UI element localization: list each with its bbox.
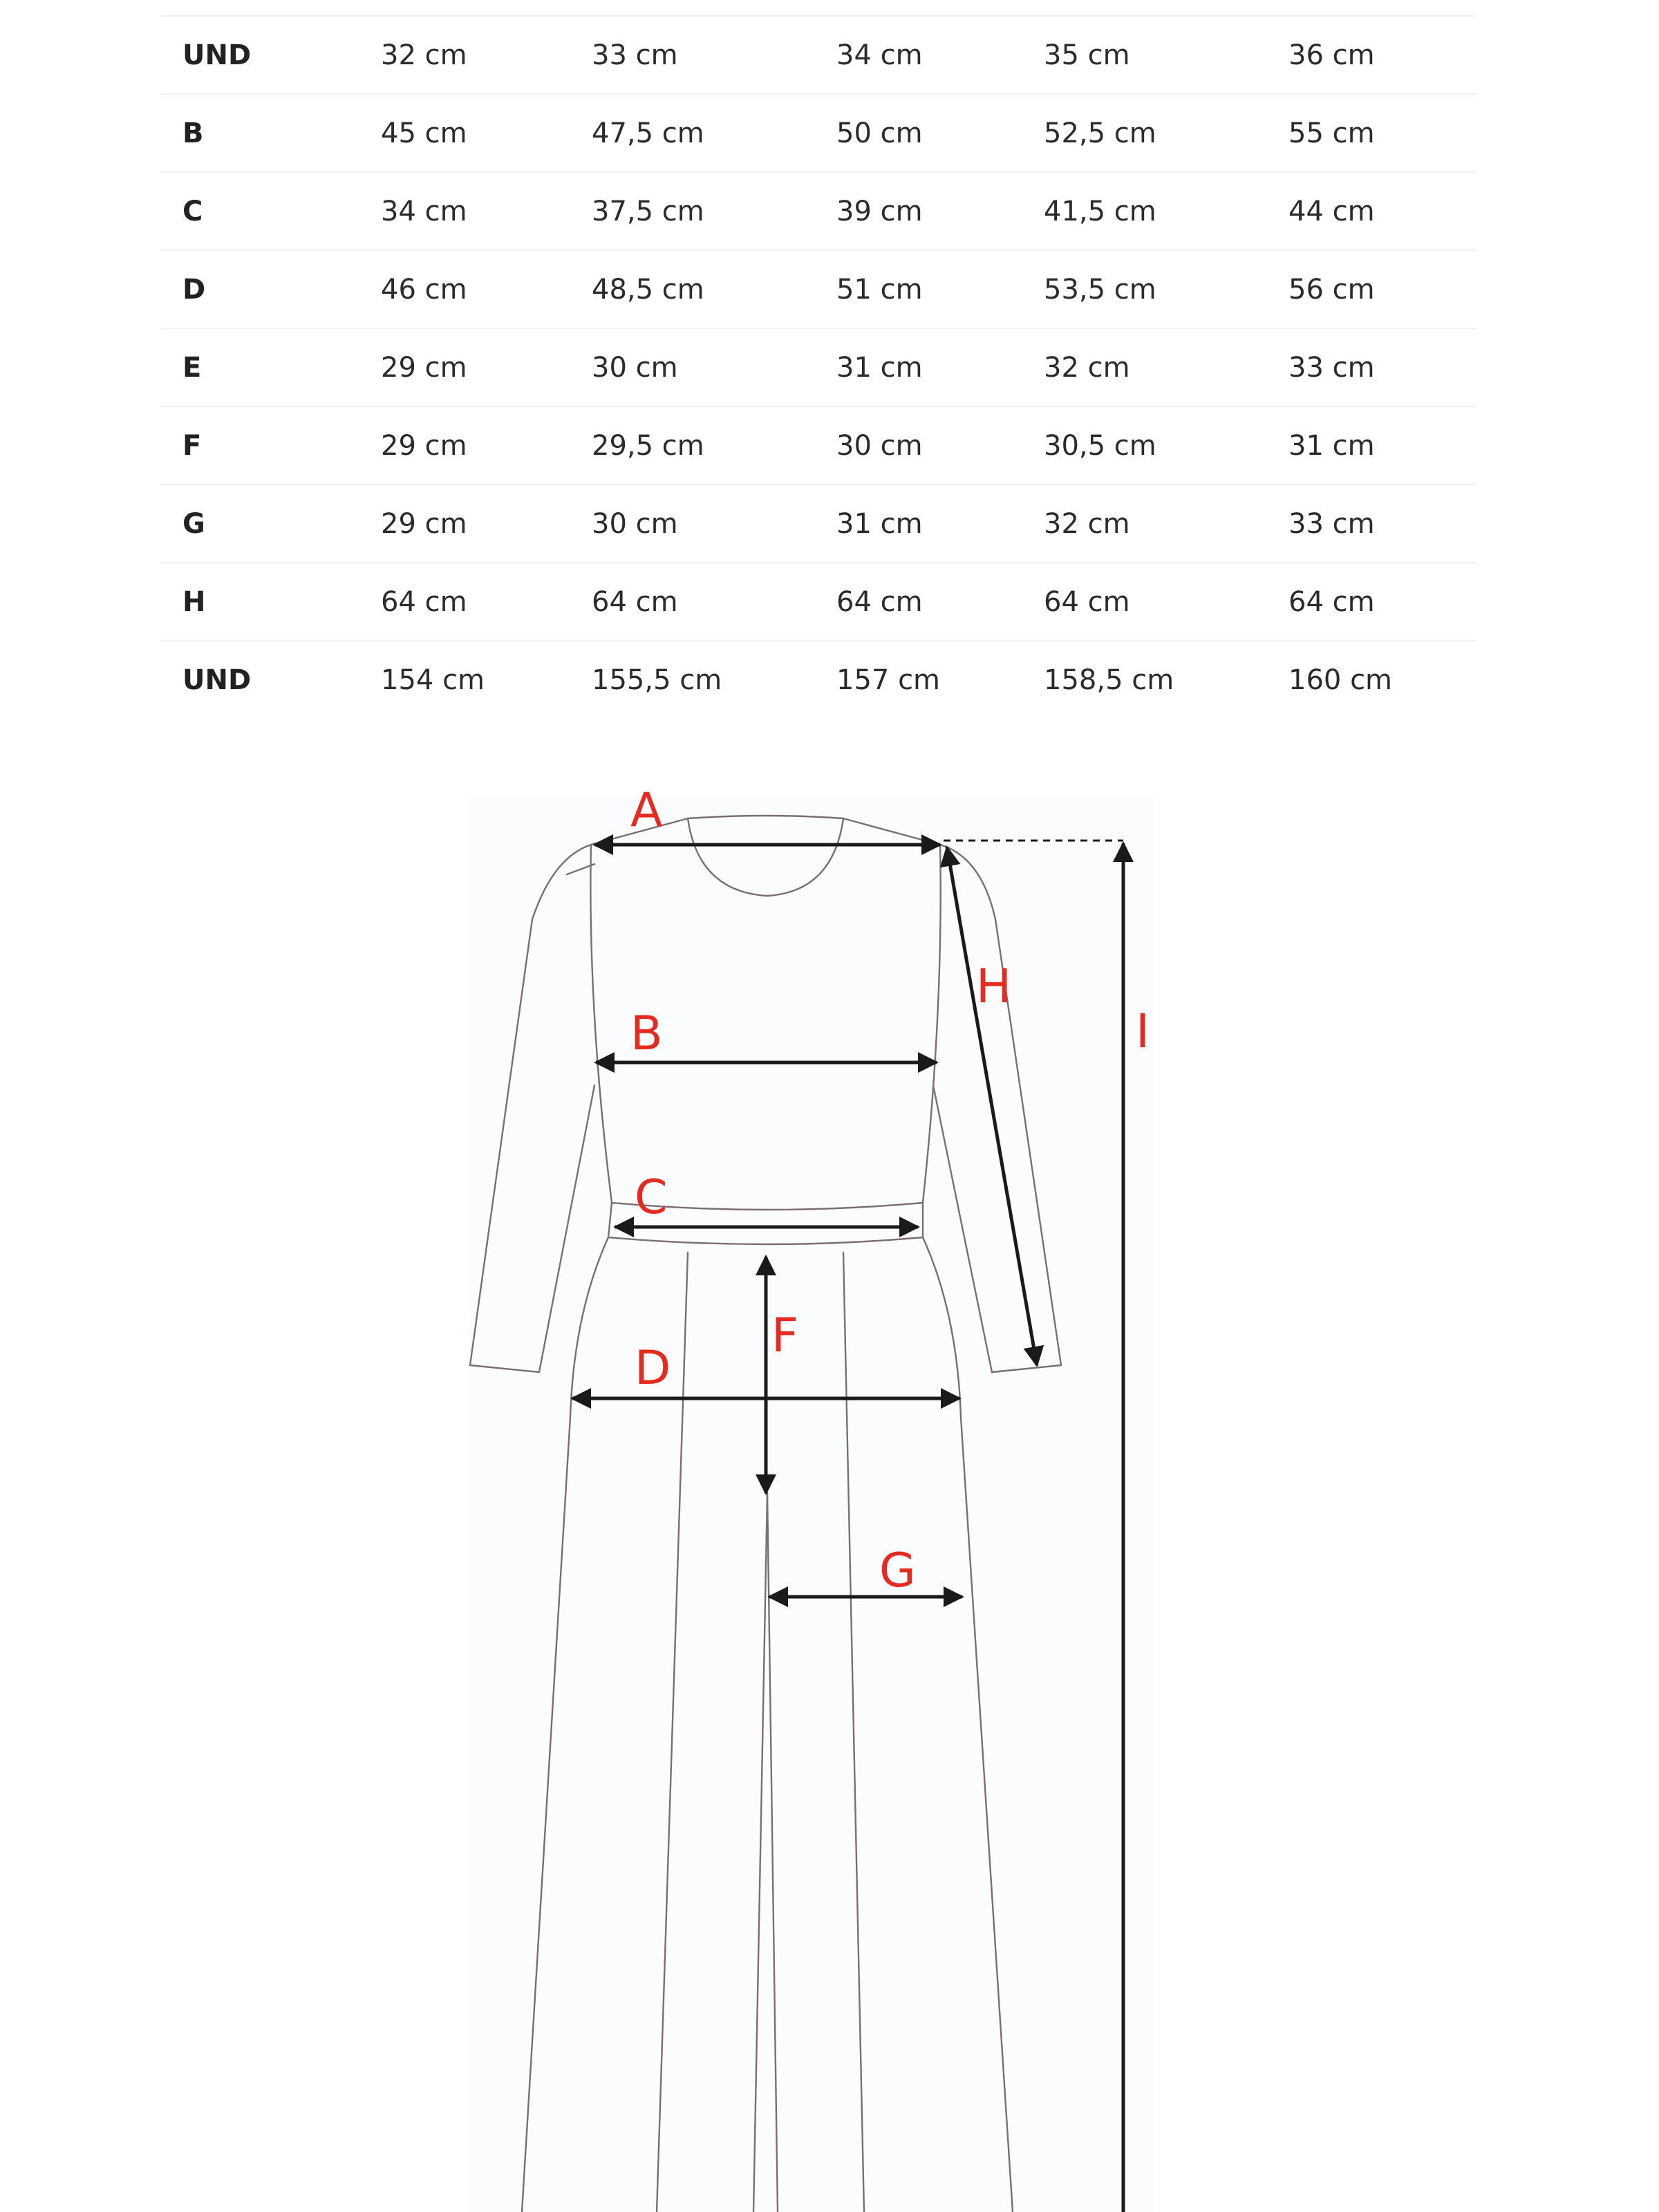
table-row	[160, 406, 1477, 485]
cell: 30 cm	[836, 406, 1044, 485]
cell: 29 cm	[381, 328, 592, 406]
cell: 37,5 cm	[592, 172, 836, 250]
cell: 36 cm	[1288, 17, 1477, 94]
table-row	[160, 17, 1477, 94]
cell: 64 cm	[836, 563, 1044, 641]
measure-i-label: I	[1136, 1004, 1150, 1059]
cell: 33 cm	[1288, 485, 1477, 563]
measure-f-label: F	[771, 1309, 799, 1363]
measure-d-label: D	[635, 1341, 671, 1396]
cell: 30 cm	[592, 485, 836, 563]
size-table	[160, 17, 1477, 718]
measure-a-label: A	[630, 783, 663, 838]
cell: 33 cm	[592, 17, 836, 94]
row-label: B	[160, 94, 381, 172]
cell: 30,5 cm	[1044, 406, 1288, 485]
cell: 29 cm	[381, 485, 592, 563]
table-row	[160, 641, 1477, 718]
row-label: H	[160, 563, 381, 641]
measure-g-label: G	[879, 1544, 916, 1598]
cell: 32 cm	[1044, 485, 1288, 563]
cell: 33 cm	[1288, 328, 1477, 406]
cell: 35 cm	[1044, 17, 1288, 94]
cell: 154 cm	[381, 664, 485, 696]
cell: 64 cm	[381, 563, 592, 641]
cell: 52,5 cm	[1044, 94, 1288, 172]
measure-h-label: H	[976, 959, 1012, 1014]
cell: 46 cm	[381, 250, 592, 328]
cell: 160 cm	[1288, 664, 1393, 696]
cell: 31 cm	[836, 485, 1044, 563]
cell: 158,5 cm	[1044, 664, 1174, 696]
row-label: UND	[182, 664, 252, 696]
cell: 51 cm	[836, 250, 1044, 328]
cell: 34 cm	[836, 17, 1044, 94]
measure-c-label: C	[635, 1170, 668, 1225]
cell: 39 cm	[836, 172, 1044, 250]
table-row	[160, 250, 1477, 328]
cell: 155,5 cm	[592, 664, 722, 696]
cell: 32 cm	[381, 17, 592, 94]
cell: 45 cm	[381, 94, 592, 172]
cell: 50 cm	[836, 94, 1044, 172]
diagram-background	[470, 795, 1154, 2212]
cell: 64 cm	[592, 563, 836, 641]
table-row	[160, 94, 1477, 172]
jumpsuit-measurement-diagram	[0, 760, 1659, 2212]
cell: 30 cm	[592, 328, 836, 406]
cell: 157 cm	[836, 664, 941, 696]
cell: 47,5 cm	[592, 94, 836, 172]
table-row	[160, 485, 1477, 563]
cell: 34 cm	[381, 172, 592, 250]
row-label: D	[160, 250, 381, 328]
cell: 31 cm	[1288, 406, 1477, 485]
cell: 31 cm	[836, 328, 1044, 406]
cell: 56 cm	[1288, 250, 1477, 328]
cell: 48,5 cm	[592, 250, 836, 328]
cell: 29,5 cm	[592, 406, 836, 485]
table-row	[160, 563, 1477, 641]
table-row	[160, 328, 1477, 406]
cell: 29 cm	[381, 406, 592, 485]
cell: 55 cm	[1288, 94, 1477, 172]
cell: 44 cm	[1288, 172, 1477, 250]
row-label: F	[160, 406, 381, 485]
table-row	[160, 172, 1477, 250]
cell: 64 cm	[1288, 563, 1477, 641]
row-label: UND	[160, 17, 381, 94]
cell: 32 cm	[1044, 328, 1288, 406]
cell: 53,5 cm	[1044, 250, 1288, 328]
measure-b-label: B	[630, 1006, 663, 1061]
row-label: E	[160, 328, 381, 406]
cell: 64 cm	[1044, 563, 1288, 641]
row-label: C	[160, 172, 381, 250]
row-label: G	[160, 485, 381, 563]
cell: 41,5 cm	[1044, 172, 1288, 250]
